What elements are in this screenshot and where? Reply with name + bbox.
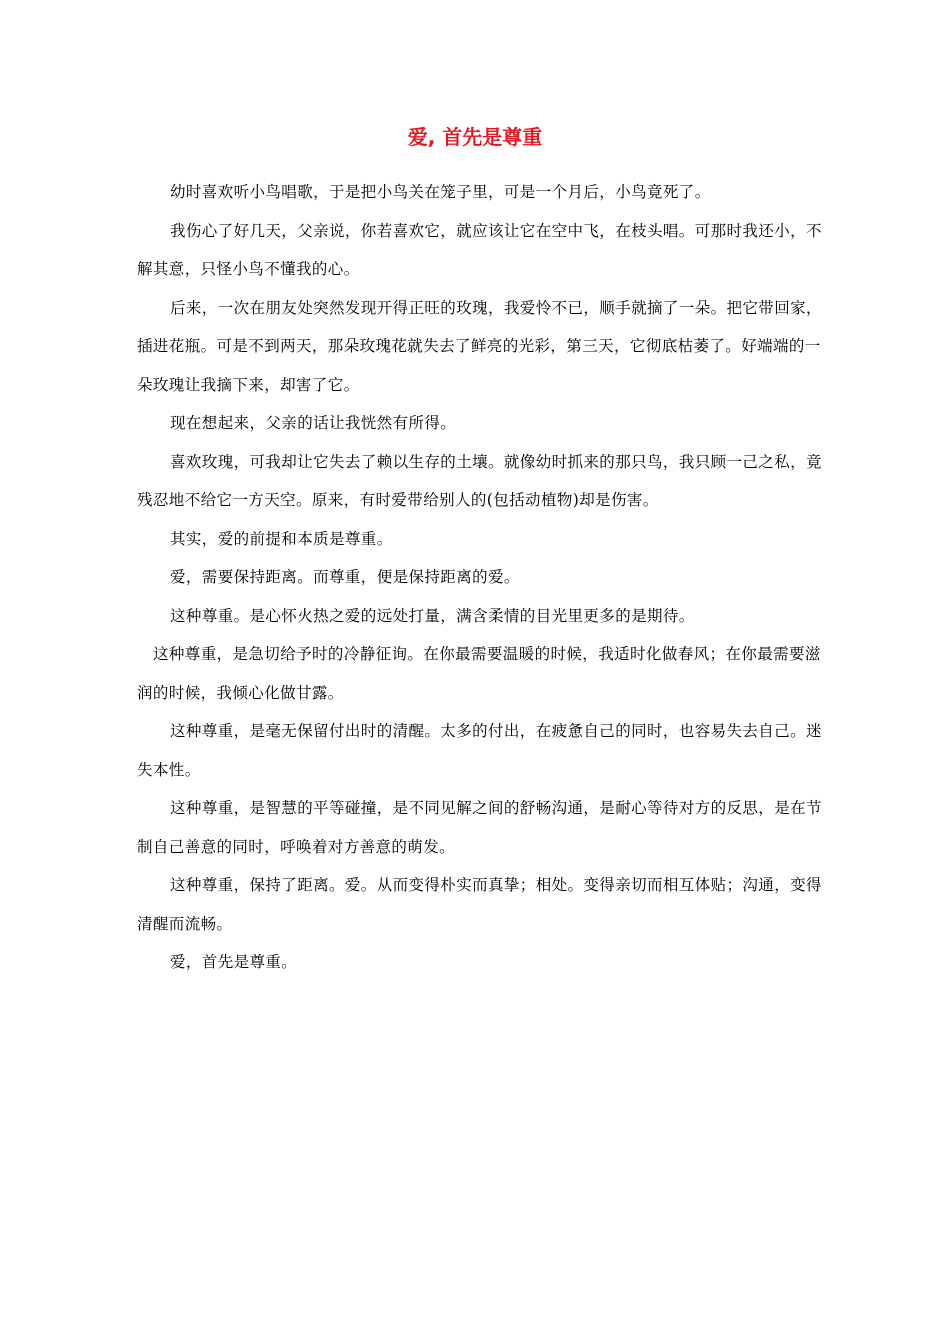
paragraph-1: 幼时喜欢听小鸟唱歌，于是把小鸟关在笼子里，可是一个月后，小鸟竟死了。 — [170, 183, 711, 201]
paragraph-13: 爱，首先是尊重。 — [170, 953, 298, 971]
paragraph-5: 喜欢玫瑰，可我却让它失去了赖以生存的土壤。就像幼时抓来的那只鸟，我只顾一己之私，竟残忍地不给它一方天空。原来，有时爱带给别人的(包括动植物)却是伤害。 — [137, 452, 822, 509]
paragraph-6: 其实，爱的前提和本质是尊重。 — [170, 529, 393, 548]
paragraph-8: 这种尊重。是心怀火热之爱的远处打量，满含柔情的目光里更多的是期待。 — [170, 606, 695, 625]
paragraph-11: 这种尊重，是智慧的平等碰撞，是不同见解之间的舒畅沟通，是耐心等待对方的反思，是在节制自己善意的同时，呼唤着对方善意的萌发。 — [137, 799, 822, 856]
paragraph-10: 这种尊重，是毫无保留付出时的清醒。太多的付出，在疲惫自己的同时，也容易失去自己。迷失本性。 — [137, 722, 822, 779]
paragraph-12: 这种尊重，保持了距离。爱。从而变得朴实而真挚；相处。变得亲切而相互体贴；沟通，变得清醒而流畅。 — [137, 876, 822, 933]
article-body — [137, 173, 827, 982]
page-title: 爱, 首先是尊重 — [407, 125, 543, 149]
paragraph-3: 后来，一次在朋友处突然发现开得正旺的玫瑰，我爱怜不已，顺手就摘了一朵。把它带回家，插进花瓶。可是不到两天，那朵玫瑰花就失去了鲜亮的光彩，第三天，它彻底枯萎了。好端端的一朵玫瑰让我摘下来，却害了它。 — [137, 298, 822, 394]
paragraph-2: 我伤心了好几天，父亲说，你若喜欢它，就应该让它在空中飞，在枝头唱。可那时我还小，不解其意，只怪小鸟不懂我的心。 — [137, 221, 822, 278]
paragraph-7: 爱，需要保持距离。而尊重，便是保持距离的爱。 — [170, 568, 520, 586]
paragraph-4: 现在想起来，父亲的话让我恍然有所得。 — [170, 414, 457, 432]
paragraph-9: 这种尊重，是急切给予时的冷静征询。在你最需要温暖的时候，我适时化做春风；在你最需要滋润的时候，我倾心化做甘露。 — [137, 645, 821, 702]
